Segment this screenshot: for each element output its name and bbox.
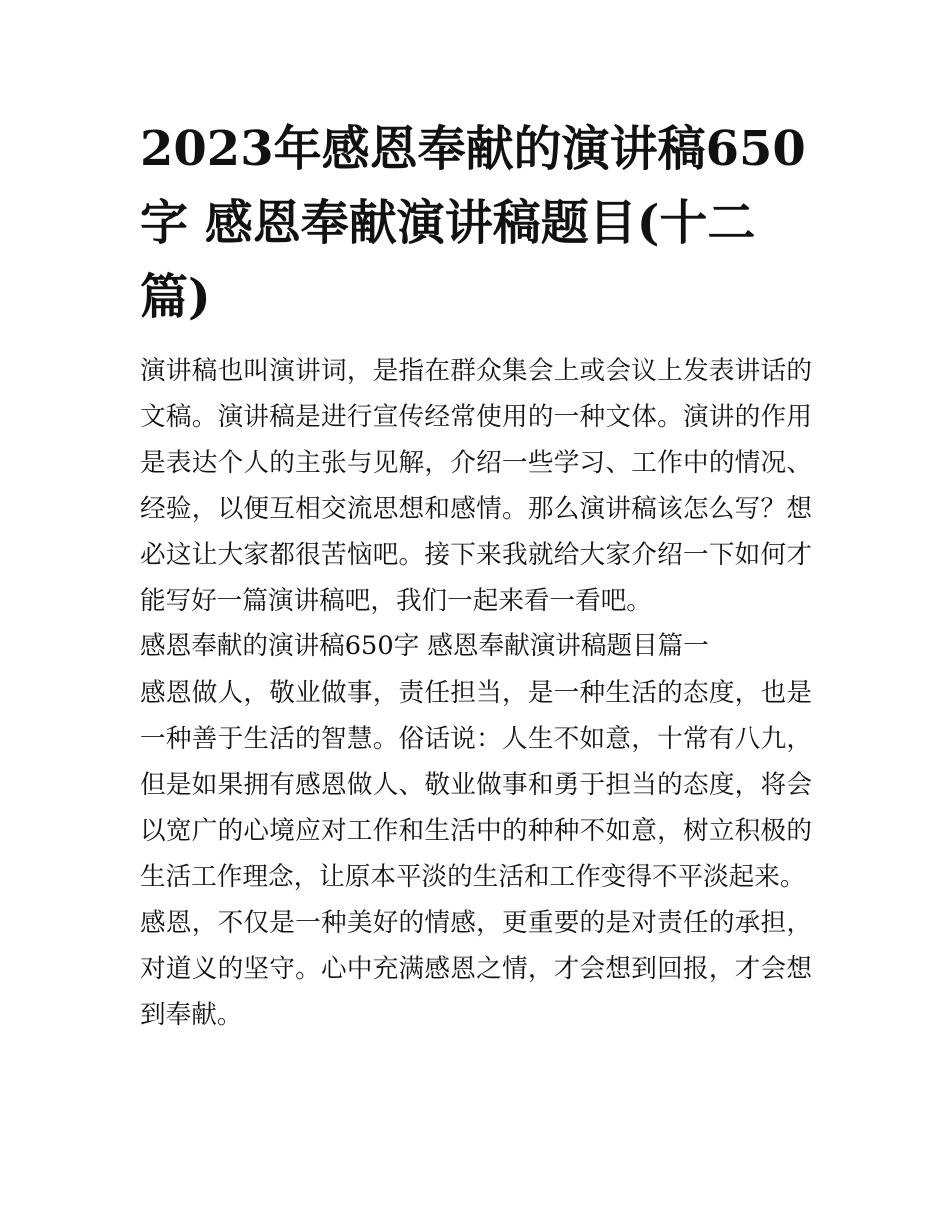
document-title: 2023年感恩奉献的演讲稿650字 感恩奉献演讲稿题目(十二篇) — [140, 121, 806, 325]
document-page — [140, 112, 812, 1038]
body-paragraph: 感恩，不仅是一种美好的情感，更重要的是对责任的承担，对道义的坚守。心中充满感恩之情，才会想到回报，才会想到奉献。 — [140, 908, 812, 1030]
section-heading: 感恩奉献的演讲稿650字 感恩奉献演讲稿题目篇一 — [140, 631, 709, 661]
document-body — [140, 348, 812, 1038]
intro-paragraph: 演讲稿也叫演讲词，是指在群众集会上或会议上发表讲话的文稿。演讲稿是进行宣传经常使用的一种文体。演讲的作用是表达个人的主张与见解，介绍一些学习、工作中的情况、经验，以便互相交流思想和感情。那么演讲稿该怎么写？想必这让大家都很苦恼吧。接下来我就给大家介绍一下如何才能写好一篇演讲稿吧，我们一起来看一看吧。 — [140, 356, 812, 616]
body-paragraph: 感恩做人，敬业做事，责任担当，是一种生活的态度，也是一种善于生活的智慧。俗话说：人生不如意，十常有八九，但是如果拥有感恩做人、敬业做事和勇于担当的态度，将会以宽广的心境应对工作和生活中的种种不如意，树立积极的生活工作理念，让原本平淡的生活和工作变得不平淡起来。 — [140, 678, 812, 892]
